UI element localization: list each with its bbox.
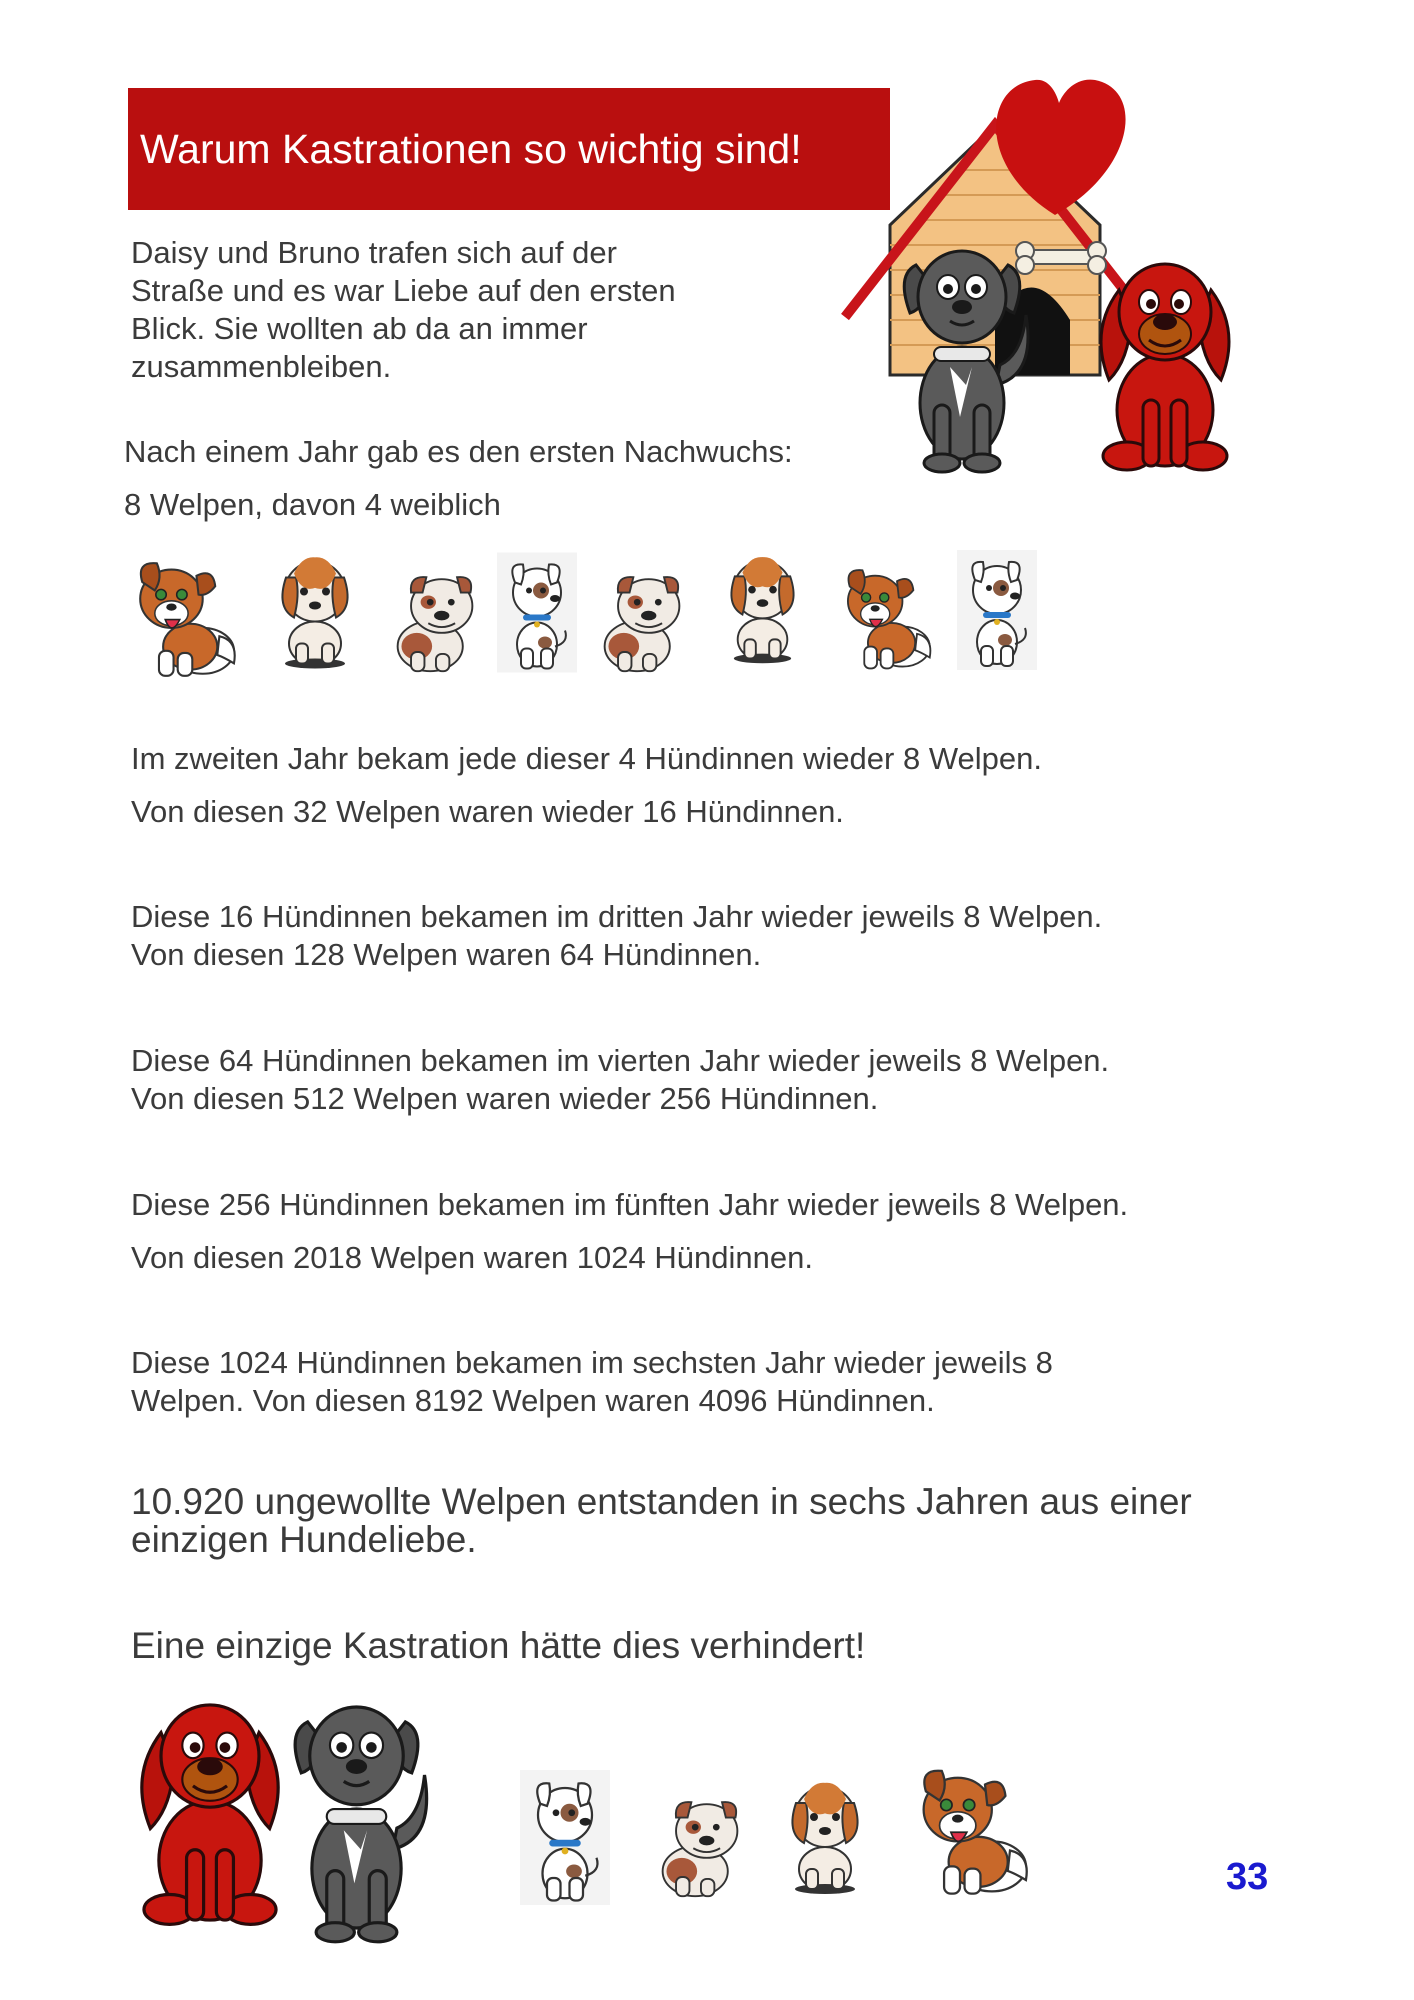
year-2-line-1: Im zweiten Jahr bekam jede dieser 4 Hündinnen wieder 8 Welpen. (131, 741, 1042, 776)
year-5-line-2: Von diesen 2018 Welpen waren 1024 Hündinnen. (131, 1240, 813, 1275)
first-litter-line-1: Nach einem Jahr gab es den ersten Nachwuchs: (124, 434, 793, 469)
year-4-line-1: Diese 64 Hündinnen bekamen im vierten Jahr wieder jeweils 8 Welpen. (131, 1043, 1110, 1078)
puppy-white-spot-icon (497, 545, 577, 680)
puppy-bulldog-icon (380, 560, 490, 675)
summary-line-1: 10.920 ungewollte Welpen entstanden in sechs Jahren aus einer (131, 1481, 1192, 1522)
year-4-line-2: Von diesen 512 Welpen waren wieder 256 Hündinnen. (131, 1081, 879, 1116)
intro-line-3: Blick. Sie wollten ab da an immer (131, 311, 588, 346)
intro-line-4: zusammenbleiben. (131, 349, 392, 384)
intro-line-1: Daisy und Bruno trafen sich auf der (131, 235, 617, 270)
year-2-line-2: Von diesen 32 Welpen waren wieder 16 Hündinnen. (131, 794, 844, 829)
red-dog-daisy-icon (1101, 264, 1229, 470)
conclusion: Eine einzige Kastration hätte dies verhindert! (131, 1625, 866, 1666)
puppy-row (125, 545, 1060, 685)
year-5-line-1: Diese 256 Hündinnen bekamen im fünften Jahr wieder jeweils 8 Welpen. (131, 1187, 1129, 1222)
intro-line-2: Straße und es war Liebe auf den ersten (131, 273, 676, 308)
puppy-brown-tongue-icon (125, 555, 245, 680)
grey-dog-bruno-icon (290, 1690, 440, 1945)
puppy-brown-tongue-icon (837, 555, 937, 680)
puppy-beagle-icon (710, 545, 815, 665)
summary-line-2: einzigen Hundeliebe. (131, 1519, 477, 1560)
year-6-line-2: Welpen. Von diesen 8192 Welpen waren 4096 Hündinnen. (131, 1383, 935, 1418)
puppy-beagle-icon (260, 545, 370, 670)
puppy-white-spot-icon (957, 545, 1037, 675)
puppy-white-spot-icon (520, 1770, 610, 1905)
year-3-line-1: Diese 16 Hündinnen bekamen im dritten Jahr wieder jeweils 8 Welpen. (131, 899, 1103, 934)
page-title: Warum Kastrationen so wichtig sind! (140, 125, 802, 172)
first-litter-line-2: 8 Welpen, davon 4 weiblich (124, 487, 501, 522)
puppy-brown-tongue-icon (910, 1760, 1035, 1900)
red-dog-daisy-icon (135, 1690, 285, 1935)
puppy-bulldog-icon (587, 560, 697, 675)
year-6-line-1: Diese 1024 Hündinnen bekamen im sechsten Jahr wieder jeweils 8 (131, 1345, 1053, 1380)
puppy-beagle-icon (770, 1768, 880, 1898)
page-number: 33 (1226, 1856, 1269, 1898)
puppy-bulldog-icon (645, 1785, 755, 1900)
year-3-line-2: Von diesen 128 Welpen waren 64 Hündinnen. (131, 937, 762, 972)
footer-illustration (135, 1690, 1075, 1950)
header-illustration (845, 75, 1265, 495)
title-banner (128, 88, 890, 210)
